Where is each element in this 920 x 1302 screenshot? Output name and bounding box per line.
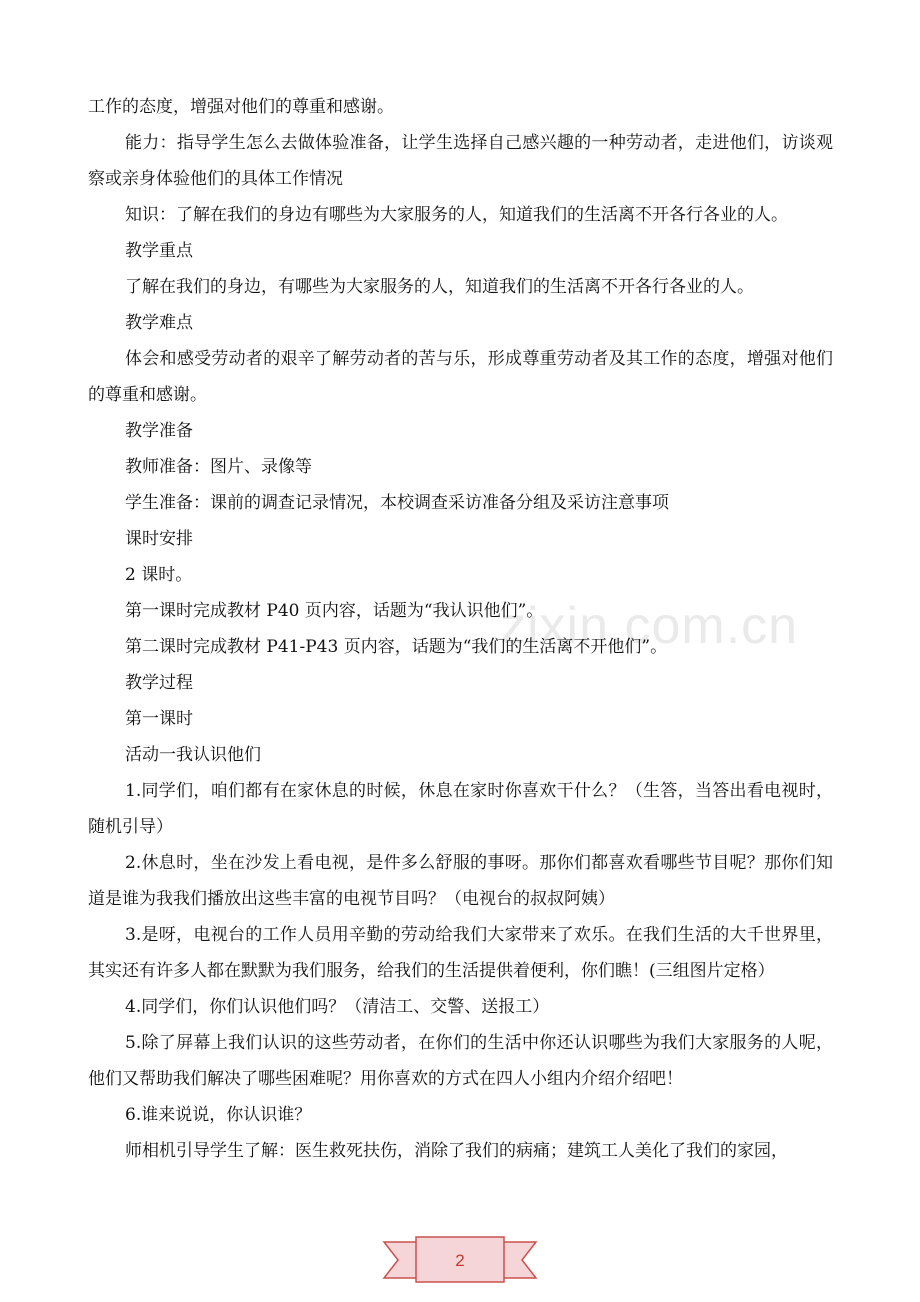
paragraph-lesson-count: 2 课时。 (125, 565, 193, 585)
heading-first-lesson: 第一课时 (125, 709, 193, 729)
document-body (88, 89, 833, 1169)
paragraph-continuation: 工作的态度，增强对他们的尊重和感谢。 (88, 97, 394, 117)
list-item-1: 1.同学们，咱们都有在家休息的时候，休息在家时你喜欢干什么？（生答，当答出看电视时，随机引导） (88, 781, 833, 837)
list-item-2: 2.休息时，坐在沙发上看电视，是件多么舒服的事呀。那你们都喜欢看哪些节目呢？那你们知道是谁为我我们播放出这些丰富的电视节目吗？（电视台的叔叔阿姨） (88, 853, 833, 909)
heading-teaching-difficulty: 教学难点 (125, 313, 193, 333)
paragraph-teacher-preparation: 教师准备：图片、录像等 (125, 457, 312, 477)
paragraph-ability-goal: 能力：指导学生怎么去做体验准备，让学生选择自己感兴趣的一种劳动者，走进他们，访谈观察或亲身体验他们的具体工作情况 (88, 133, 833, 189)
list-item-5: 5.除了屏幕上我们认识的这些劳动者，在你们的生活中你还认识哪些为我们大家服务的人呢，他们又帮助我们解决了哪些困难呢？用你喜欢的方式在四人小组内介绍介绍吧！ (88, 1033, 833, 1089)
heading-activity-one: 活动一我认识他们 (125, 745, 261, 765)
paragraph-second-lesson-plan: 第二课时完成教材 P41-P43 页内容，话题为“我们的生活离不开他们”。 (125, 637, 668, 657)
list-item-3: 3.是呀，电视台的工作人员用辛勤的劳动给我们大家带来了欢乐。在我们生活的大千世界里，其实还有许多人都在默默为我们服务，给我们的生活提供着便利，你们瞧！(三组图片定格） (88, 925, 833, 981)
heading-lesson-schedule: 课时安排 (125, 529, 193, 549)
heading-teaching-preparation: 教学准备 (125, 421, 193, 441)
heading-teaching-focus: 教学重点 (125, 241, 193, 261)
page-number-ribbon (382, 1234, 538, 1286)
list-item-6: 6.谁来说说，你认识谁？ (125, 1105, 312, 1125)
paragraph-knowledge-goal: 知识：了解在我们的身边有哪些为大家服务的人，知道我们的生活离不开各行各业的人。 (125, 205, 788, 225)
paragraph-teaching-difficulty: 体会和感受劳动者的艰辛了解劳动者的苦与乐，形成尊重劳动者及其工作的态度，增强对他们的尊重和感谢。 (88, 349, 833, 405)
paragraph-teacher-guidance: 师相机引导学生了解：医生救死扶伤，消除了我们的病痛；建筑工人美化了我们的家园， (125, 1141, 788, 1161)
page-number: 2 (455, 1251, 465, 1270)
heading-teaching-process: 教学过程 (125, 673, 193, 693)
paragraph-first-lesson-plan: 第一课时完成教材 P40 页内容，话题为“我认识他们”。 (125, 601, 544, 621)
watermark: zixin.com.cn (500, 597, 799, 655)
list-item-4: 4.同学们，你们认识他们吗？（清洁工、交警、送报工） (125, 997, 550, 1017)
paragraph-student-preparation: 学生准备：课前的调查记录情况，本校调查采访准备分组及采访注意事项 (125, 493, 669, 513)
paragraph-teaching-focus: 了解在我们的身边，有哪些为大家服务的人，知道我们的生活离不开各行各业的人。 (125, 277, 754, 297)
